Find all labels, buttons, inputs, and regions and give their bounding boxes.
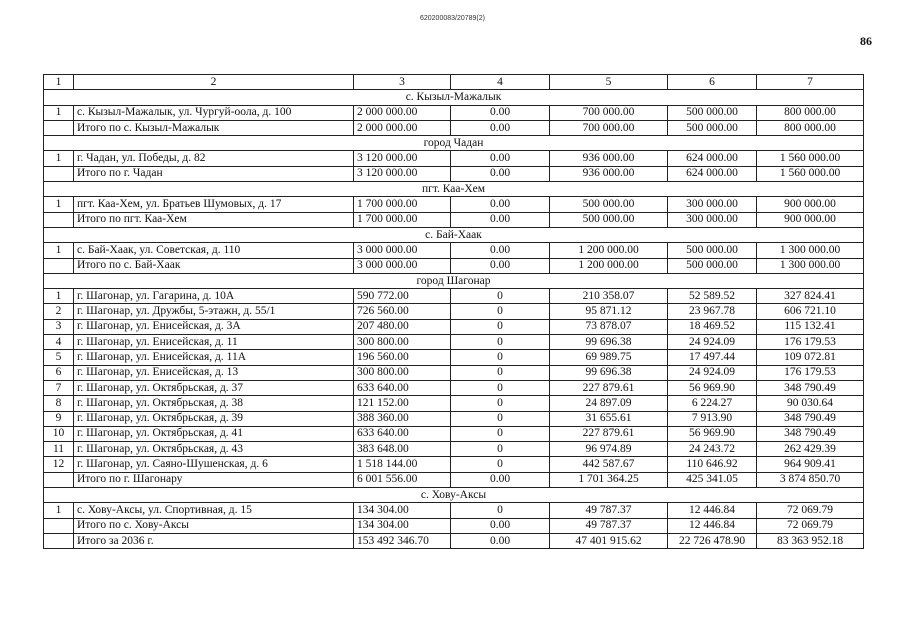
table-cell: г. Чадан, ул. Победы, д. 82 [74, 151, 354, 166]
column-header: 3 [354, 75, 451, 90]
table-cell: 1 560 000.00 [757, 151, 864, 166]
column-header: 6 [668, 75, 757, 90]
table-cell: 1 [44, 197, 74, 212]
table-cell: с. Бай-Хаак, ул. Советская, д. 110 [74, 243, 354, 258]
table-cell: 6 [44, 365, 74, 380]
total-cell: Итого по г. Шагонару [74, 472, 354, 487]
table-cell: 73 878.07 [550, 319, 668, 334]
section-total-row [44, 120, 864, 135]
table-cell: 3 120 000.00 [354, 151, 451, 166]
total-cell: 0.00 [451, 212, 550, 227]
grand-total-cell: Итого за 2036 г. [74, 533, 354, 548]
table-cell: 7 [44, 380, 74, 395]
table-cell: 348 790.49 [757, 411, 864, 426]
table-cell: 24 924.09 [668, 365, 757, 380]
table-cell: 1 [44, 289, 74, 304]
table-cell: 0 [451, 380, 550, 395]
section-total-row [44, 212, 864, 227]
table-cell: 262 429.39 [757, 442, 864, 457]
total-cell: 0.00 [451, 472, 550, 487]
table-cell: 0 [451, 426, 550, 441]
total-cell: 500 000.00 [550, 212, 668, 227]
table-cell: 24 897.09 [550, 396, 668, 411]
total-cell: 300 000.00 [668, 212, 757, 227]
table-cell: 52 589.52 [668, 289, 757, 304]
table-cell: 24 243.72 [668, 442, 757, 457]
table-cell: 23 967.78 [668, 304, 757, 319]
table-cell: 348 790.49 [757, 426, 864, 441]
table-cell: 11 [44, 442, 74, 457]
table-row [44, 197, 864, 212]
table-cell: 936 000.00 [550, 151, 668, 166]
table-cell: 176 179.53 [757, 335, 864, 350]
table-cell: 6 224.27 [668, 396, 757, 411]
table-cell: 207 480.00 [354, 319, 451, 334]
total-cell: 3 000 000.00 [354, 258, 451, 273]
section-total-row [44, 472, 864, 487]
table-row [44, 289, 864, 304]
table-cell [44, 258, 74, 273]
table-cell: 8 [44, 396, 74, 411]
table-cell: 633 640.00 [354, 426, 451, 441]
section-title: с. Кызыл-Мажалык [44, 90, 864, 105]
column-header: 5 [550, 75, 668, 90]
table-cell: 5 [44, 350, 74, 365]
table-cell: г. Шагонар, ул. Гагарина, д. 10А [74, 289, 354, 304]
table-cell: 964 909.41 [757, 457, 864, 472]
table-cell: 0 [451, 289, 550, 304]
table-cell: г. Шагонар, ул. Енисейская, д. 3А [74, 319, 354, 334]
table-cell: 0 [451, 457, 550, 472]
total-cell: 49 787.37 [550, 518, 668, 533]
total-cell: 12 446.84 [668, 518, 757, 533]
table-cell: 121 152.00 [354, 396, 451, 411]
page-number: 86 [860, 34, 872, 48]
table-cell: 109 072.81 [757, 350, 864, 365]
table-cell [44, 533, 74, 548]
table-cell: с. Хову-Аксы, ул. Спортивная, д. 15 [74, 503, 354, 518]
table-cell: 227 879.61 [550, 380, 668, 395]
document-id: 620200083/20789(2) [419, 15, 485, 22]
table-row [44, 105, 864, 120]
total-cell: 0.00 [451, 258, 550, 273]
table-cell: 9 [44, 411, 74, 426]
table-cell: 56 969.90 [668, 426, 757, 441]
table-cell [44, 472, 74, 487]
table-cell: г. Шагонар, ул. Енисейская, д. 11 [74, 335, 354, 350]
table-cell: 18 469.52 [668, 319, 757, 334]
table-row [44, 442, 864, 457]
table-cell: 388 360.00 [354, 411, 451, 426]
table-cell: г. Шагонар, ул. Октябрьская, д. 37 [74, 380, 354, 395]
table-cell: 624 000.00 [668, 151, 757, 166]
total-cell: 1 300 000.00 [757, 258, 864, 273]
section-title: город Шагонар [44, 273, 864, 288]
table-row [44, 335, 864, 350]
header-row [44, 75, 864, 90]
table-cell: с. Кызыл-Мажалык, ул. Чургуй-оола, д. 100 [74, 105, 354, 120]
table-cell: 327 824.41 [757, 289, 864, 304]
grand-total-cell: 0.00 [451, 533, 550, 548]
total-cell: Итого по с. Кызыл-Мажалык [74, 120, 354, 135]
table-cell: 1 700 000.00 [354, 197, 451, 212]
table-row [44, 319, 864, 334]
table-cell: 210 358.07 [550, 289, 668, 304]
table-cell: 49 787.37 [550, 503, 668, 518]
table-cell: 1 [44, 243, 74, 258]
table-cell: г. Шагонар, ул. Дружбы, 5-этажн, д. 55/1 [74, 304, 354, 319]
total-cell: 624 000.00 [668, 166, 757, 181]
table-cell: 0.00 [451, 151, 550, 166]
total-cell: 0.00 [451, 518, 550, 533]
table-cell: 95 871.12 [550, 304, 668, 319]
table-cell: пгт. Каа-Хем, ул. Братьев Шумовых, д. 17 [74, 197, 354, 212]
table-cell: 500 000.00 [668, 105, 757, 120]
total-cell: Итого по с. Бай-Хаак [74, 258, 354, 273]
table-cell [44, 120, 74, 135]
table-row [44, 350, 864, 365]
total-cell: 1 200 000.00 [550, 258, 668, 273]
table-cell [44, 212, 74, 227]
table-cell: г. Шагонар, ул. Октябрьская, д. 41 [74, 426, 354, 441]
total-cell: 700 000.00 [550, 120, 668, 135]
grand-total-row [44, 533, 864, 548]
total-cell: Итого по с. Хову-Аксы [74, 518, 354, 533]
table-cell: 1 518 144.00 [354, 457, 451, 472]
column-header: 7 [757, 75, 864, 90]
column-header: 4 [451, 75, 550, 90]
table-row [44, 365, 864, 380]
total-cell: 1 700 000.00 [354, 212, 451, 227]
table-cell: 17 497.44 [668, 350, 757, 365]
table-row [44, 151, 864, 166]
grand-total-cell: 22 726 478.90 [668, 533, 757, 548]
total-cell: Итого по г. Чадан [74, 166, 354, 181]
table-cell: 300 000.00 [668, 197, 757, 212]
table-cell: 134 304.00 [354, 503, 451, 518]
table-cell: 0 [451, 335, 550, 350]
table-cell: 2 [44, 304, 74, 319]
table-cell: 1 [44, 151, 74, 166]
section-title: пгт. Каа-Хем [44, 182, 864, 197]
table-cell [44, 518, 74, 533]
table-cell: 3 000 000.00 [354, 243, 451, 258]
section-title-row [44, 488, 864, 503]
total-cell: 3 120 000.00 [354, 166, 451, 181]
table-row [44, 380, 864, 395]
table-cell: 726 560.00 [354, 304, 451, 319]
section-title-row [44, 273, 864, 288]
table-cell: г. Шагонар, ул. Саяно-Шушенская, д. 6 [74, 457, 354, 472]
table-cell: 24 924.09 [668, 335, 757, 350]
table-cell: 31 655.61 [550, 411, 668, 426]
table-cell: 99 696.38 [550, 335, 668, 350]
table-cell: 2 000 000.00 [354, 105, 451, 120]
table-cell: 227 879.61 [550, 426, 668, 441]
table-row [44, 457, 864, 472]
table-row [44, 411, 864, 426]
table-cell: 12 [44, 457, 74, 472]
table-cell: 633 640.00 [354, 380, 451, 395]
table-cell: 800 000.00 [757, 105, 864, 120]
table-cell: 1 [44, 105, 74, 120]
column-header: 1 [44, 75, 74, 90]
table-row [44, 503, 864, 518]
table-cell: 0.00 [451, 105, 550, 120]
section-title: город Чадан [44, 136, 864, 151]
table-cell: 0 [451, 304, 550, 319]
table-row [44, 396, 864, 411]
table-cell: 0 [451, 442, 550, 457]
table-cell: 300 800.00 [354, 365, 451, 380]
table-cell: 12 446.84 [668, 503, 757, 518]
table-cell: 0 [451, 396, 550, 411]
table-cell [44, 166, 74, 181]
total-cell: 2 000 000.00 [354, 120, 451, 135]
total-cell: 0.00 [451, 120, 550, 135]
section-title: с. Бай-Хаак [44, 227, 864, 242]
table-cell: 0 [451, 319, 550, 334]
grand-total-cell: 47 401 915.62 [550, 533, 668, 548]
section-title-row [44, 182, 864, 197]
table-cell: 900 000.00 [757, 197, 864, 212]
table-cell: 500 000.00 [668, 243, 757, 258]
table-cell: 300 800.00 [354, 335, 451, 350]
table-cell: г. Шагонар, ул. Октябрьская, д. 38 [74, 396, 354, 411]
total-cell: 134 304.00 [354, 518, 451, 533]
table-cell: 4 [44, 335, 74, 350]
total-cell: 72 069.79 [757, 518, 864, 533]
table-cell: 90 030.64 [757, 396, 864, 411]
grand-total-cell: 153 492 346.70 [354, 533, 451, 548]
table-row [44, 304, 864, 319]
column-header: 2 [74, 75, 354, 90]
table-row [44, 426, 864, 441]
total-cell: 936 000.00 [550, 166, 668, 181]
total-cell: 500 000.00 [668, 258, 757, 273]
table-cell: 10 [44, 426, 74, 441]
table-cell: 0.00 [451, 243, 550, 258]
table-cell: 176 179.53 [757, 365, 864, 380]
table-cell: г. Шагонар, ул. Октябрьская, д. 39 [74, 411, 354, 426]
table-cell: 196 560.00 [354, 350, 451, 365]
total-cell: 500 000.00 [668, 120, 757, 135]
table-cell: 442 587.67 [550, 457, 668, 472]
total-cell: 3 874 850.70 [757, 472, 864, 487]
table-cell: 0.00 [451, 197, 550, 212]
table-cell: 0 [451, 411, 550, 426]
table-cell: 700 000.00 [550, 105, 668, 120]
table-cell: 115 132.41 [757, 319, 864, 334]
table-cell: 0 [451, 365, 550, 380]
table-cell: 69 989.75 [550, 350, 668, 365]
section-total-row [44, 258, 864, 273]
total-cell: 900 000.00 [757, 212, 864, 227]
table-cell: 1 [44, 503, 74, 518]
section-total-row [44, 518, 864, 533]
table-cell: г. Шагонар, ул. Октябрьская, д. 43 [74, 442, 354, 457]
table-cell: 56 969.90 [668, 380, 757, 395]
table-cell: 383 648.00 [354, 442, 451, 457]
total-cell: 0.00 [451, 166, 550, 181]
table-cell: 590 772.00 [354, 289, 451, 304]
section-title-row [44, 227, 864, 242]
table-cell: 1 200 000.00 [550, 243, 668, 258]
table-cell: 0 [451, 503, 550, 518]
total-cell: 425 341.05 [668, 472, 757, 487]
section-total-row [44, 166, 864, 181]
table-cell: 1 300 000.00 [757, 243, 864, 258]
section-title-row [44, 90, 864, 105]
table-cell: 348 790.49 [757, 380, 864, 395]
table-cell: 96 974.89 [550, 442, 668, 457]
budget-table [43, 74, 864, 549]
section-title: с. Хову-Аксы [44, 488, 864, 503]
table-cell: 3 [44, 319, 74, 334]
table-cell: 7 913.90 [668, 411, 757, 426]
table-cell: 0 [451, 350, 550, 365]
table-cell: 99 696.38 [550, 365, 668, 380]
table-row [44, 243, 864, 258]
section-title-row [44, 136, 864, 151]
table-cell: 72 069.79 [757, 503, 864, 518]
table-cell: 500 000.00 [550, 197, 668, 212]
total-cell: 6 001 556.00 [354, 472, 451, 487]
table-cell: г. Шагонар, ул. Енисейская, д. 11А [74, 350, 354, 365]
total-cell: 800 000.00 [757, 120, 864, 135]
total-cell: Итого по пгт. Каа-Хем [74, 212, 354, 227]
table-cell: 110 646.92 [668, 457, 757, 472]
total-cell: 1 701 364.25 [550, 472, 668, 487]
total-cell: 1 560 000.00 [757, 166, 864, 181]
table-cell: г. Шагонар, ул. Енисейская, д. 13 [74, 365, 354, 380]
grand-total-cell: 83 363 952.18 [757, 533, 864, 548]
table-cell: 606 721.10 [757, 304, 864, 319]
